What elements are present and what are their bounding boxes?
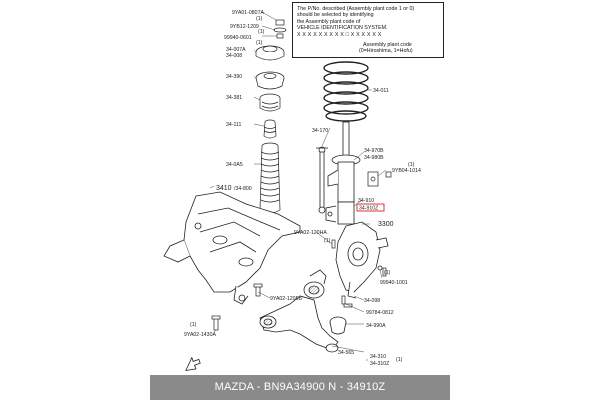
lower-control-arm xyxy=(260,270,338,352)
label-34-565: 34-565 xyxy=(338,350,355,356)
label-qty: (1) xyxy=(256,40,263,46)
coil-spring xyxy=(324,62,368,121)
label-34-0a5: 34-0A5 xyxy=(226,162,243,168)
label-9yb04-1014: 9YB04-1014 xyxy=(392,168,421,174)
label-9ya02-120ha: 9YA02-120HA xyxy=(294,230,327,236)
caption-text: MAZDA - BN9A34900 N - 34910Z xyxy=(214,381,386,393)
label-34-310z: 34-310Z xyxy=(370,361,390,367)
label-qty: (1) xyxy=(258,29,265,35)
label-34-970b: 34-970B xyxy=(364,148,384,154)
strut-mount-stack xyxy=(256,20,286,213)
label-34-011: 34-011 xyxy=(373,88,389,94)
label-34-098: 34-098 xyxy=(364,298,381,304)
label-34-111: 34-111 xyxy=(226,122,242,128)
steering-knuckle xyxy=(336,222,388,298)
label-34-990a: 34-990A xyxy=(366,323,386,329)
parts-diagram xyxy=(150,0,450,375)
label-34-007a: 34-007A xyxy=(226,47,246,53)
label-3410: 3410 xyxy=(216,185,232,192)
label-qty: (1) xyxy=(408,162,415,168)
label-34-980b: 34-980B xyxy=(364,155,384,161)
label-qty: (1) xyxy=(256,16,263,22)
label-34-008: 34-008 xyxy=(226,53,243,59)
shock-absorber xyxy=(326,122,360,224)
label-9yb12-1209: 9YB12-1209 xyxy=(230,24,259,30)
label-99940-1001: 99940-1001 xyxy=(380,280,408,286)
vin-pattern: X X X X X X X X X □ X X X X X X xyxy=(297,31,382,38)
note-line: The P/No. described (Assembly plant code 1 or 0) xyxy=(297,6,415,12)
label-9ya02-1205b: 9YA02-1205B xyxy=(270,296,302,302)
label-34-170: 34-170 xyxy=(312,128,329,134)
label-qty: (1) xyxy=(324,238,331,244)
ball-joint xyxy=(330,317,346,334)
label-34-800: /34-800 xyxy=(234,186,252,192)
note-plant-code-values: (0=Hiroshima, 1=Hofu) xyxy=(359,48,413,54)
label-34-910: 34-910 xyxy=(358,198,375,204)
label-34-381: 34-381 xyxy=(226,95,243,101)
note-plant-code: Assembly plant code xyxy=(363,42,412,48)
bracket-sensor xyxy=(368,172,391,186)
note-line: the Assembly plant code of xyxy=(297,18,361,25)
assembly-plant-note xyxy=(292,2,444,58)
label-34-390: 34-390 xyxy=(226,74,243,80)
note-line: VEHICLE IDENTIFICATION SYSTEM. xyxy=(297,25,388,32)
label-qty: (1) xyxy=(190,322,197,328)
label-qty: (1) xyxy=(384,270,391,276)
label-9ya02-1430a: 9YA02-1430A xyxy=(184,332,216,338)
label-34-310: 34-310 xyxy=(370,354,387,360)
label-qty: (1) xyxy=(396,357,403,363)
stabilizer-link xyxy=(316,147,328,213)
note-line: should be selected by identifying xyxy=(297,12,374,19)
label-99784-0812: 99784-0812 xyxy=(366,310,394,316)
label-34-910z: 34-910Z xyxy=(359,205,379,212)
front-arrow-icon xyxy=(182,356,201,373)
label-3300: 3300 xyxy=(378,221,394,228)
label-99940-0601: 99940-0601 xyxy=(224,35,252,41)
label-9ya01-0807a: 9YA01-0807A xyxy=(232,10,264,16)
part-number-caption xyxy=(150,375,450,400)
